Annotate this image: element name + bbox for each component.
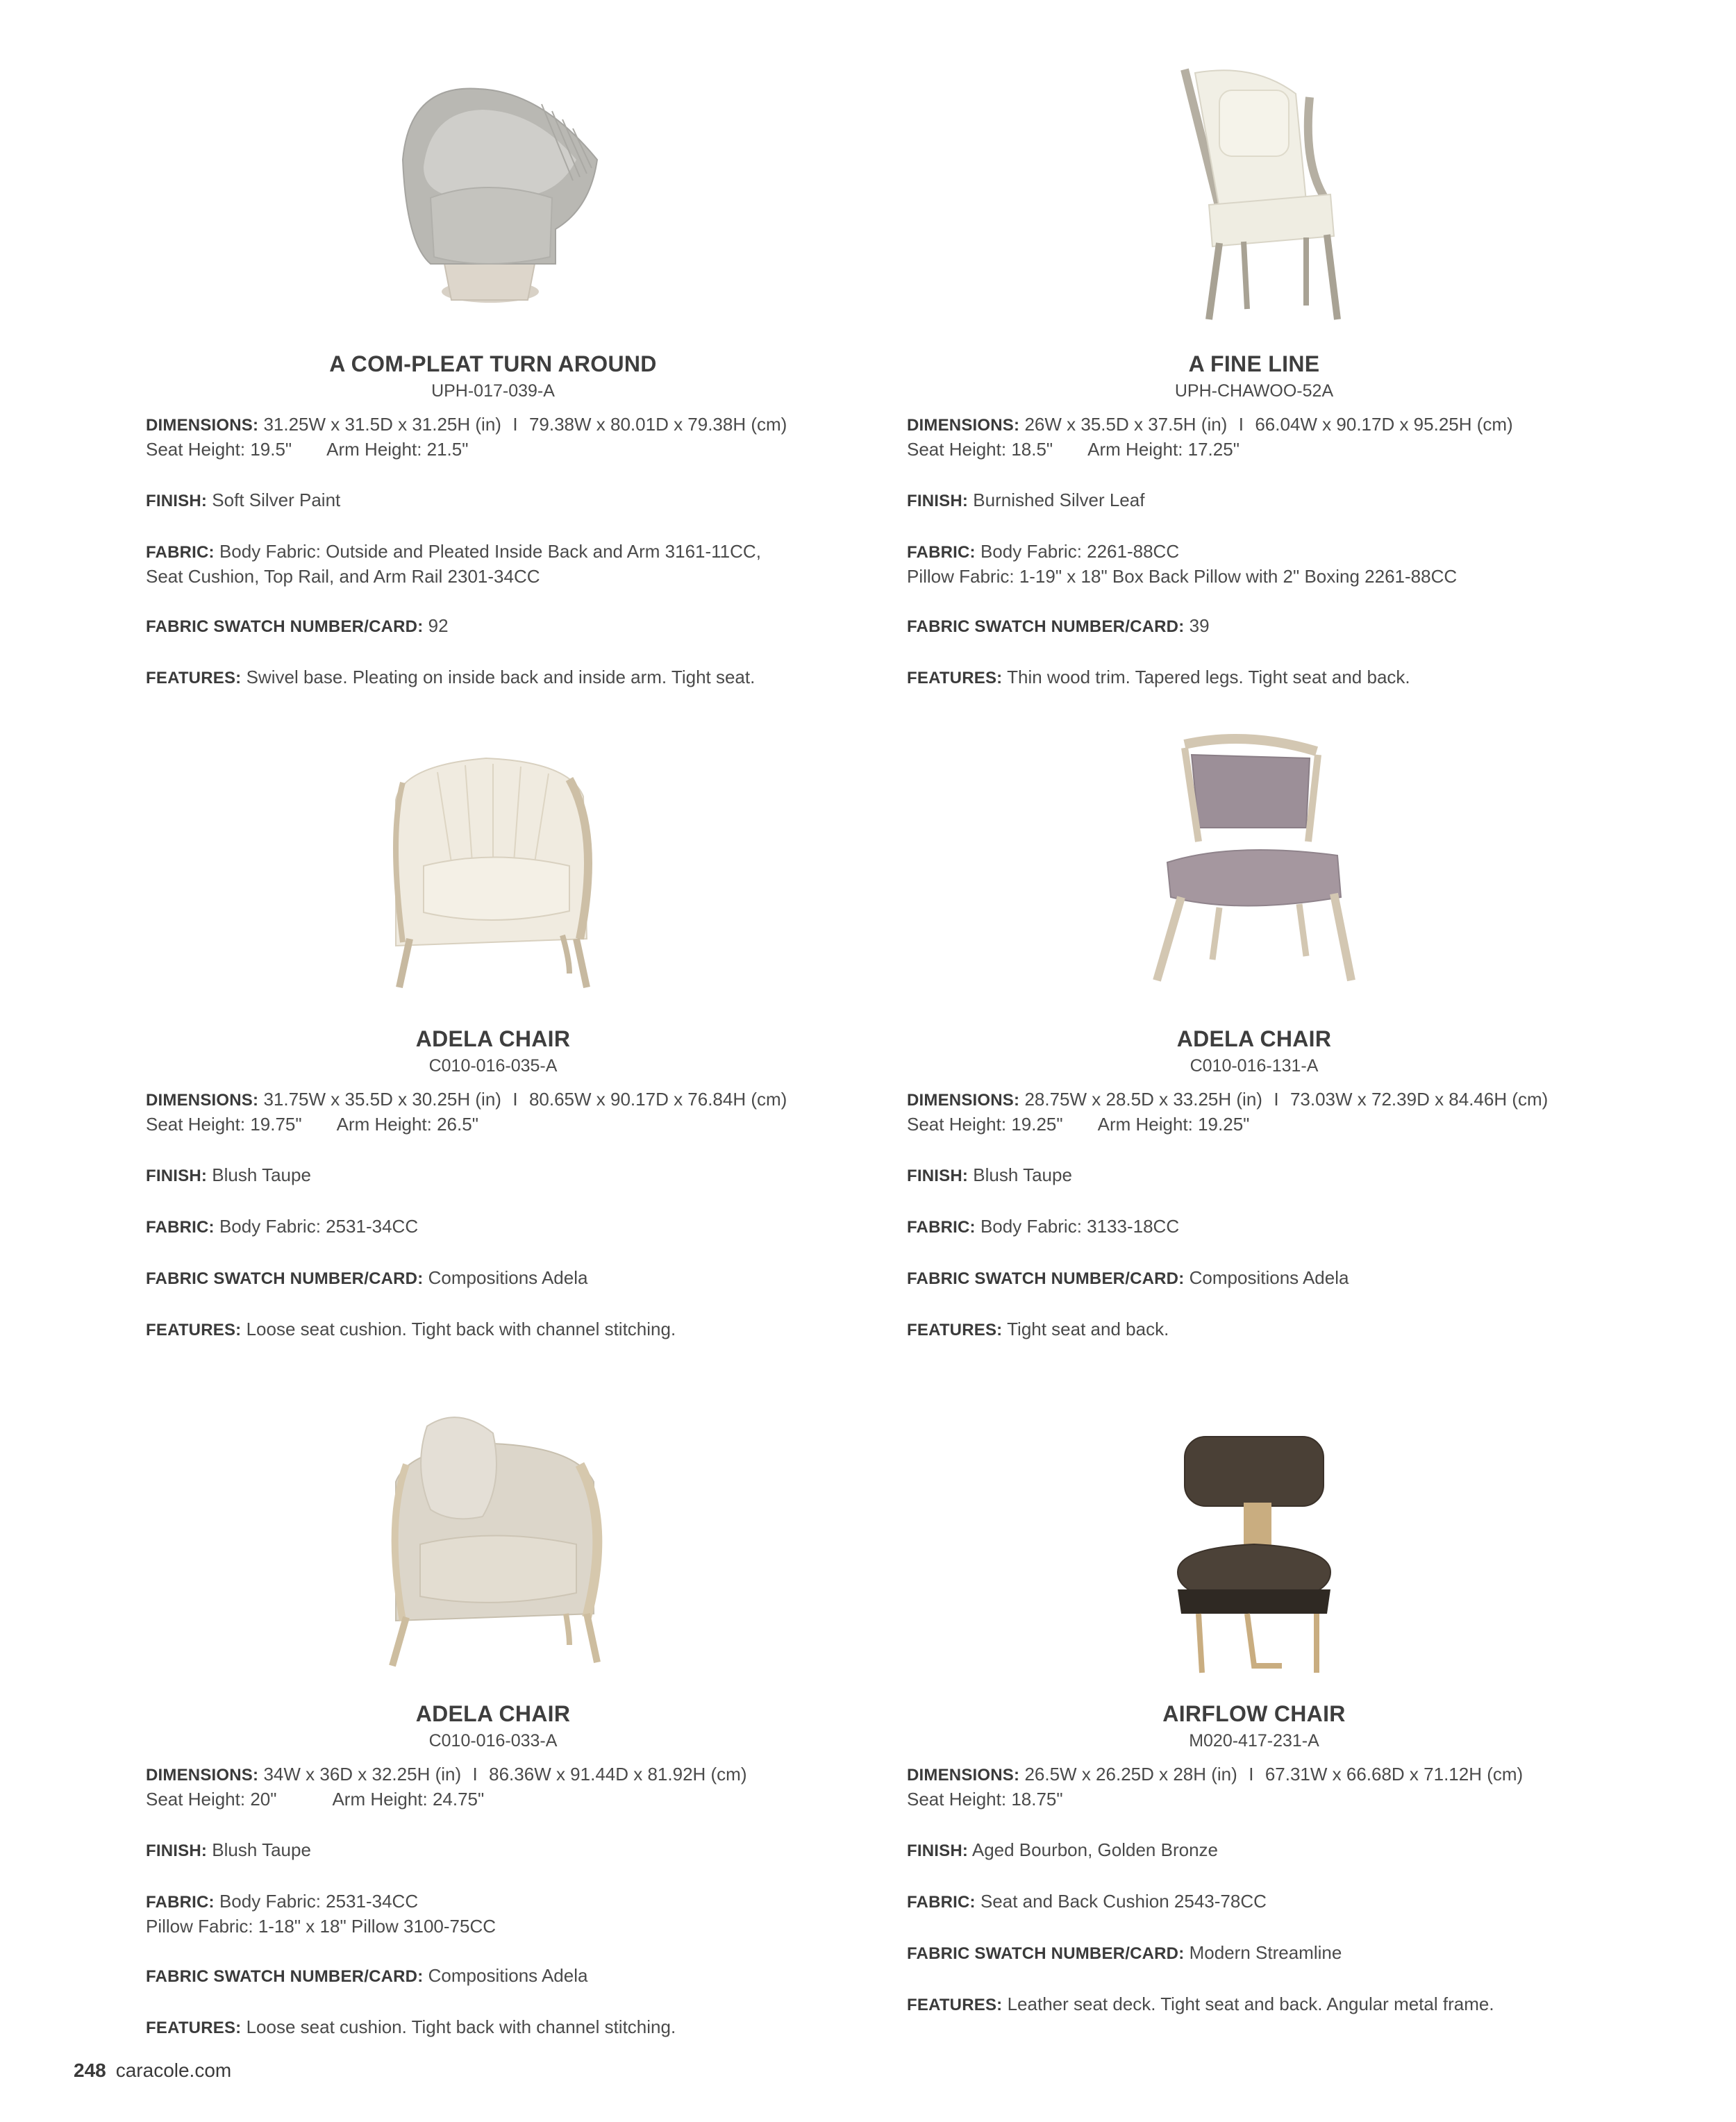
dimensions-separator: I [1249,1764,1254,1785]
dimensions-in: 31.75W x 35.5D x 30.25H (in) [263,1089,501,1110]
dimensions-label: DIMENSIONS: [907,416,1020,435]
finish-row [146,1838,840,1863]
product-sku: UPH-017-039-A [431,381,555,401]
product-name: A FINE LINE [1188,351,1320,376]
features-value: Swivel base. Pleating on inside back and inside arm. Tight seat. [246,667,756,687]
product-sku: C010-016-131-A [1190,1056,1319,1076]
product-image [146,1405,840,1697]
dimensions-separator: I [472,1764,478,1785]
page-footer [74,2060,231,2082]
product-card [146,1405,840,2040]
fabric-row [146,1889,840,1914]
swatch-label: FABRIC SWATCH NUMBER/CARD: [146,1269,424,1288]
finish-value: Aged Bourbon, Golden Bronze [971,1839,1218,1860]
product-name: ADELA CHAIR [415,1701,571,1726]
fabric-line-1: Body Fabric: 3133-18CC [980,1216,1180,1237]
features-value: Thin wood trim. Tapered legs. Tight seat and back. [1007,667,1410,687]
seat-height: Seat Height: 19.25" [907,1114,1063,1135]
finish-value: Soft Silver Paint [212,490,341,510]
fabric-line-2: Pillow Fabric: 1-18" x 18" Pillow 3100-75CC [146,1916,496,1937]
fabric-label: FABRIC: [907,1218,976,1237]
swatch-label: FABRIC SWATCH NUMBER/CARD: [907,1944,1185,1963]
dimensions-separator: I [1238,414,1244,435]
dimensions-label: DIMENSIONS: [146,1091,259,1110]
dimensions-in: 26.5W x 26.25D x 28H (in) [1024,1764,1237,1785]
dimensions-row [146,412,840,437]
finish-row [907,1838,1601,1863]
barrel-chair-image [361,730,625,1008]
heights-row [907,437,1601,462]
features-row [146,2015,840,2040]
arm-height: Arm Height: 19.25" [1097,1114,1250,1135]
swatch-value: 39 [1189,615,1210,636]
product-image [907,730,1601,1022]
fabric-line-2: Pillow Fabric: 1-19" x 18" Box Back Pillow with 2" Boxing 2261-88CC [907,566,1458,587]
swatch-row [907,614,1601,639]
finish-label: FINISH: [907,1167,969,1185]
swatch-value: Compositions Adela [1189,1267,1349,1288]
features-label: FEATURES: [146,669,242,687]
airflow-chair-image [1129,1405,1379,1683]
finish-label: FINISH: [907,1841,969,1860]
features-label: FEATURES: [146,2019,242,2037]
product-card [146,730,840,1342]
features-row [907,665,1601,690]
fabric-row [146,540,840,565]
finish-row [907,488,1601,513]
finish-row [146,488,840,513]
side-chair-image [1129,56,1379,333]
heights-row [907,1112,1601,1137]
fabric-line-1: Body Fabric: 2531-34CC [219,1216,419,1237]
dimensions-in: 28.75W x 28.5D x 33.25H (in) [1024,1089,1262,1110]
fabric-label: FABRIC: [146,1893,215,1912]
features-label: FEATURES: [907,1321,1003,1339]
heights-row [146,1112,840,1137]
features-row [907,1992,1601,2017]
dimensions-row [907,1087,1601,1112]
swatch-label: FABRIC SWATCH NUMBER/CARD: [146,617,424,636]
dimensions-in: 31.25W x 31.5D x 31.25H (in) [263,414,501,435]
dimensions-cm: 86.36W x 91.44D x 81.92H (cm) [489,1764,747,1785]
fabric-row [907,1214,1601,1239]
product-image [907,56,1601,347]
product-name: A COM-PLEAT TURN AROUND [329,351,657,376]
fabric-label: FABRIC: [146,543,215,562]
dimensions-row [146,1087,840,1112]
features-label: FEATURES: [907,1996,1003,2014]
swatch-value: Modern Streamline [1189,1942,1342,1963]
features-label: FEATURES: [907,669,1003,687]
heights-row [146,437,840,462]
product-sku: M020-417-231-A [1189,1731,1319,1751]
fabric-line-1: Body Fabric: 2261-88CC [980,541,1180,562]
fabric-label: FABRIC: [907,543,976,562]
product-sku: UPH-CHAWOO-52A [1174,381,1334,401]
product-card [146,56,840,690]
dimensions-label: DIMENSIONS: [907,1766,1020,1785]
dimensions-separator: I [512,1089,518,1110]
dimensions-label: DIMENSIONS: [907,1091,1020,1110]
product-name: ADELA CHAIR [1176,1026,1332,1051]
fabric-label: FABRIC: [146,1218,215,1237]
swatch-value: Compositions Adela [428,1965,588,1986]
dimensions-row [907,412,1601,437]
fabric-line-1: Body Fabric: 2531-34CC [219,1891,419,1912]
product-card [907,730,1601,1342]
features-row [146,1317,840,1342]
features-row [146,665,840,690]
swatch-row [146,1964,840,1989]
site-link[interactable]: caracole.com [115,2060,232,2081]
features-label: FEATURES: [146,1321,242,1339]
dimensions-row [907,1762,1601,1787]
heights-row [146,1787,840,1812]
dimensions-label: DIMENSIONS: [146,1766,259,1785]
finish-value: Blush Taupe [973,1164,1072,1185]
dimensions-in: 34W x 36D x 32.25H (in) [263,1764,462,1785]
finish-value: Blush Taupe [212,1164,311,1185]
swatch-row [146,1266,840,1291]
dimensions-separator: I [1274,1089,1279,1110]
seat-height: Seat Height: 18.5" [907,439,1053,460]
product-name: AIRFLOW CHAIR [1162,1701,1346,1726]
product-image [907,1405,1601,1697]
dimensions-row [146,1762,840,1787]
fabric-label: FABRIC: [907,1893,976,1912]
klismos-chair-image [1129,730,1379,1008]
arm-height: Arm Height: 17.25" [1087,439,1240,460]
swatch-label: FABRIC SWATCH NUMBER/CARD: [907,617,1185,636]
seat-height: Seat Height: 19.5" [146,439,292,460]
arm-height: Arm Height: 24.75" [332,1789,485,1810]
product-name: ADELA CHAIR [415,1026,571,1051]
finish-label: FINISH: [146,1167,208,1185]
seat-height: Seat Height: 20" [146,1789,277,1810]
club-chair-image [354,1405,632,1683]
swatch-value: Compositions Adela [428,1267,588,1288]
finish-value: Blush Taupe [212,1839,311,1860]
dimensions-cm: 73.03W x 72.39D x 84.46H (cm) [1290,1089,1549,1110]
swatch-value: 92 [428,615,449,636]
finish-label: FINISH: [907,492,969,510]
swatch-row [907,1941,1601,1966]
product-image [146,730,840,1022]
swatch-label: FABRIC SWATCH NUMBER/CARD: [907,1269,1185,1288]
dimensions-label: DIMENSIONS: [146,416,259,435]
dimensions-cm: 80.65W x 90.17D x 76.84H (cm) [528,1089,787,1110]
arm-height: Arm Height: 21.5" [326,439,469,460]
dimensions-cm: 66.04W x 90.17D x 95.25H (cm) [1255,414,1513,435]
swatch-row [907,1266,1601,1291]
finish-value: Burnished Silver Leaf [973,490,1145,510]
dimensions-separator: I [512,414,518,435]
arm-height: Arm Height: 26.5" [336,1114,478,1135]
page-number: 248 [74,2060,106,2081]
product-card [907,56,1601,690]
swatch-label: FABRIC SWATCH NUMBER/CARD: [146,1967,424,1986]
swatch-row [146,614,840,639]
fabric-line-1: Body Fabric: Outside and Pleated Inside Back and Arm 3161-11CC, [219,541,761,562]
features-value: Loose seat cushion. Tight back with channel stitching. [246,1319,676,1339]
features-row [907,1317,1601,1342]
finish-label: FINISH: [146,1841,208,1860]
features-value: Tight seat and back. [1007,1319,1169,1339]
finish-label: FINISH: [146,492,208,510]
swivel-chair-image [368,56,618,333]
dimensions-cm: 79.38W x 80.01D x 79.38H (cm) [528,414,787,435]
product-card [907,1405,1601,2017]
seat-height: Seat Height: 18.75" [907,1789,1063,1810]
fabric-line-1: Seat and Back Cushion 2543-78CC [980,1891,1267,1912]
fabric-row [907,1889,1601,1914]
heights-row [907,1787,1601,1812]
fabric-row [146,1214,840,1239]
fabric-line-2: Seat Cushion, Top Rail, and Arm Rail 2301-34CC [146,566,540,587]
product-image [146,56,840,347]
fabric-row [907,540,1601,565]
features-value: Leather seat deck. Tight seat and back. Angular metal frame. [1007,1994,1494,2014]
dimensions-in: 26W x 35.5D x 37.5H (in) [1024,414,1228,435]
finish-row [146,1163,840,1188]
dimensions-cm: 67.31W x 66.68D x 71.12H (cm) [1265,1764,1524,1785]
product-sku: C010-016-033-A [428,1731,558,1751]
features-value: Loose seat cushion. Tight back with channel stitching. [246,2016,676,2037]
seat-height: Seat Height: 19.75" [146,1114,302,1135]
product-sku: C010-016-035-A [428,1056,558,1076]
finish-row [907,1163,1601,1188]
